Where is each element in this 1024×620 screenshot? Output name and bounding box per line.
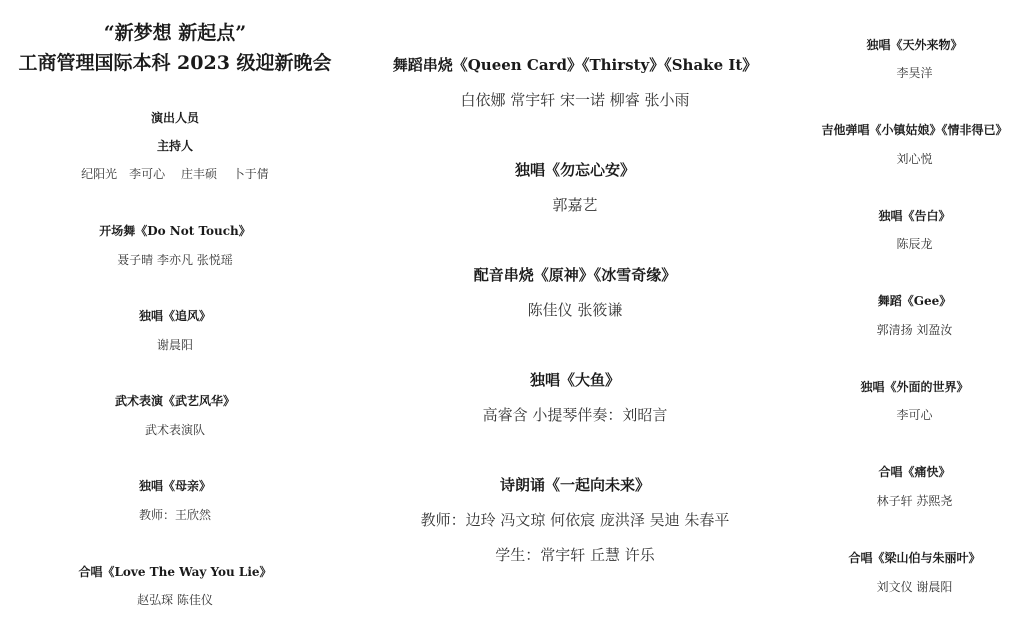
left-column — [0, 0, 350, 620]
program-title: 舞蹈串烧《Queen Card》《Thirsty》《Shake It》 — [392, 56, 758, 74]
right-column — [805, 0, 1024, 620]
program-performers: 白依娜 常宇轩 宋一诺 柳睿 张小雨 — [460, 91, 690, 109]
program-title: 配音串烧《原神》《冰雪奇缘》 — [473, 266, 677, 284]
program-performers: 林子轩 苏熙尧 — [876, 494, 953, 508]
program-performers: 李昊洋 — [896, 66, 933, 80]
program-title: 开场舞《Do Not Touch》 — [99, 224, 251, 238]
program-performers: 高睿含 小提琴伴奏：刘昭言 — [482, 406, 668, 424]
program-performers: 聂子晴 李亦凡 张悦瑶 — [117, 253, 233, 267]
program-title: 合唱《Love The Way You Lie》 — [78, 565, 272, 579]
program-performers: 陈辰龙 — [896, 237, 933, 251]
program-performers: 谢晨阳 — [156, 338, 193, 352]
program-performers: 教师：王欣然 — [138, 508, 211, 522]
hosts-heading: 主持人 — [156, 139, 193, 153]
middle-column — [360, 0, 790, 620]
program-title: 独唱《外面的世界》 — [860, 380, 969, 394]
program-title: 独唱《天外来物》 — [866, 38, 963, 52]
program-title: 武术表演《武艺风华》 — [114, 394, 235, 408]
program-title: 独唱《勿忘心安》 — [514, 161, 635, 179]
event-title: 工商管理国际本科 2023 级迎新晚会 — [18, 52, 332, 74]
program-title: 合唱《梁山伯与朱丽叶》 — [848, 551, 981, 565]
program-performers: 赵弘琛 陈佳仪 — [137, 593, 213, 607]
program-title: 吉他弹唱《小镇姑娘》《情非得已》 — [821, 123, 1008, 137]
program-title: 独唱《追风》 — [138, 309, 211, 323]
program-performers: 郭嘉艺 — [552, 196, 598, 214]
program-performers: 李可心 — [896, 408, 933, 422]
program-performers: 郭清扬 刘盈汝 — [876, 323, 953, 337]
program-performers: 刘文仪 谢晨阳 — [876, 580, 953, 594]
program-title: 独唱《告白》 — [878, 209, 951, 223]
program-performers-teachers: 教师：边玲 冯文琼 何依宸 庞洪泽 吴迪 朱春平 — [420, 511, 730, 529]
performers-heading: 演出人员 — [150, 111, 199, 125]
program-performers: 陈佳仪 张筱谦 — [527, 301, 623, 319]
hosts-names: 纪阳光 李可心 庄丰硕 卜于倩 — [81, 167, 269, 181]
program-title: 独唱《母亲》 — [138, 479, 211, 493]
event-title-slogan: “新梦想 新起点” — [103, 22, 247, 44]
program-performers: 刘心悦 — [896, 152, 933, 166]
program-title: 诗朗诵《一起向未来》 — [499, 476, 650, 494]
program-performers-students: 学生：常宇轩 丘慧 许乐 — [495, 546, 655, 564]
program-title: 独唱《大鱼》 — [529, 371, 620, 389]
program-title: 舞蹈《Gee》 — [877, 294, 952, 308]
program-title: 合唱《痛快》 — [878, 465, 951, 479]
program-performers: 武术表演队 — [144, 423, 205, 437]
